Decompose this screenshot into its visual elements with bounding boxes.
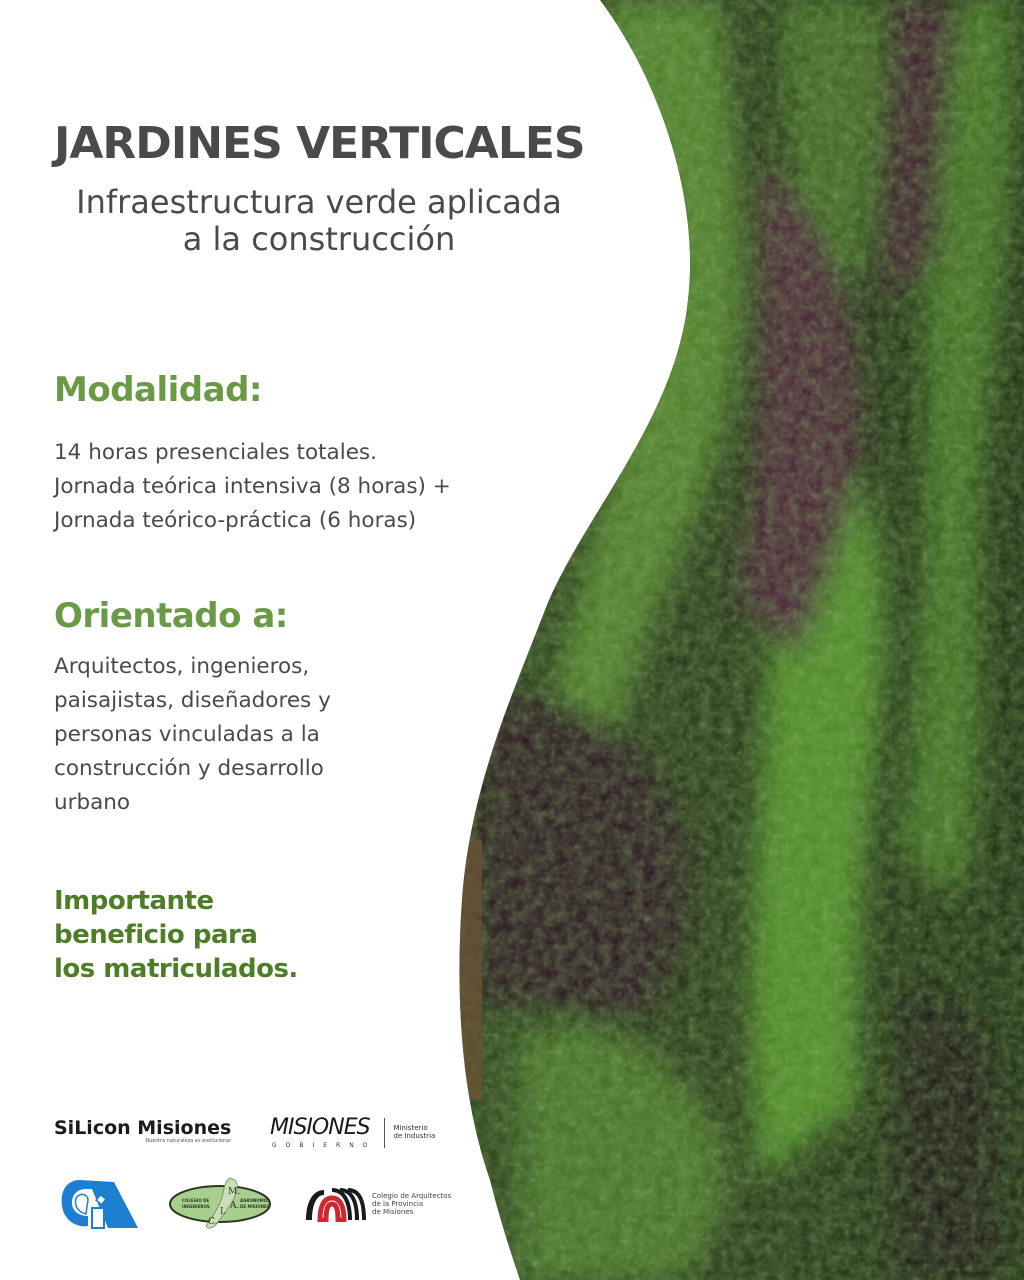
svg-text:AGRONOMOS: AGRONOMOS (240, 1198, 270, 1203)
benefit-line: Importante (54, 886, 214, 916)
gobierno-label: GOBIERNO (272, 1142, 377, 1149)
modalidad-line: 14 horas presenciales totales. (54, 440, 377, 465)
cai-logo-icon (58, 1176, 140, 1232)
misiones-gobierno-logo (270, 1116, 435, 1149)
page-title: JARDINES VERTICALES (54, 118, 585, 169)
logo-divider (384, 1118, 385, 1148)
subtitle-line-2: a la construcción (182, 220, 456, 258)
misiones-wordmark: MISIONES (270, 1115, 370, 1140)
orientado-line: Arquitectos, ingenieros, (54, 654, 310, 679)
orientado-line: urbano (54, 790, 131, 815)
svg-text:M.: M. (228, 1187, 241, 1197)
svg-text:A.: A. (230, 1201, 240, 1211)
modalidad-line: Jornada teórica intensiva (8 horas) + (54, 474, 451, 499)
ministerio-line-1: Ministerio (393, 1124, 428, 1132)
silicon-misiones-logo (54, 1118, 231, 1144)
capm-line-1: Colegio de Arquitectos (372, 1192, 452, 1200)
capm-line-3: de Misiones (372, 1208, 414, 1216)
benefit-highlight (54, 884, 298, 986)
capm-arches-icon (302, 1186, 366, 1222)
ministerio-label (393, 1124, 435, 1140)
svg-text:DE MISIONES: DE MISIONES (240, 1204, 270, 1209)
capm-line-2: de la Provincia (372, 1200, 424, 1208)
orientado-text (54, 650, 331, 820)
benefit-line: beneficio para (54, 920, 258, 950)
silicon-misiones-tagline: Nuestra naturaleza es evolucionar (145, 1138, 232, 1144)
modalidad-text (54, 436, 451, 538)
colegio-arquitectos-logo (302, 1186, 451, 1222)
orientado-line: personas vinculadas a la (54, 722, 320, 747)
orientado-line: paisajistas, diseñadores y (54, 688, 331, 713)
capm-text (372, 1192, 451, 1216)
orientado-line: construcción y desarrollo (54, 756, 324, 781)
silicon-misiones-name: SiLicon Misiones (54, 1117, 232, 1139)
benefit-line: los matriculados. (54, 954, 298, 984)
svg-text:INGENIEROS: INGENIEROS (182, 1204, 210, 1209)
modalidad-heading: Modalidad: (54, 370, 262, 410)
svg-text:COLEGIO DE: COLEGIO DE (182, 1198, 210, 1203)
svg-text:C.: C. (208, 1217, 218, 1227)
subtitle (54, 184, 584, 258)
cima-logo-icon (168, 1176, 272, 1232)
svg-text:I.: I. (220, 1207, 227, 1217)
subtitle-line-1: Infraestructura verde aplicada (76, 183, 562, 221)
orientado-heading: Orientado a: (54, 596, 288, 636)
ministerio-line-2: de Industria (393, 1132, 436, 1140)
modalidad-line: Jornada teórico-práctica (6 horas) (54, 508, 417, 533)
